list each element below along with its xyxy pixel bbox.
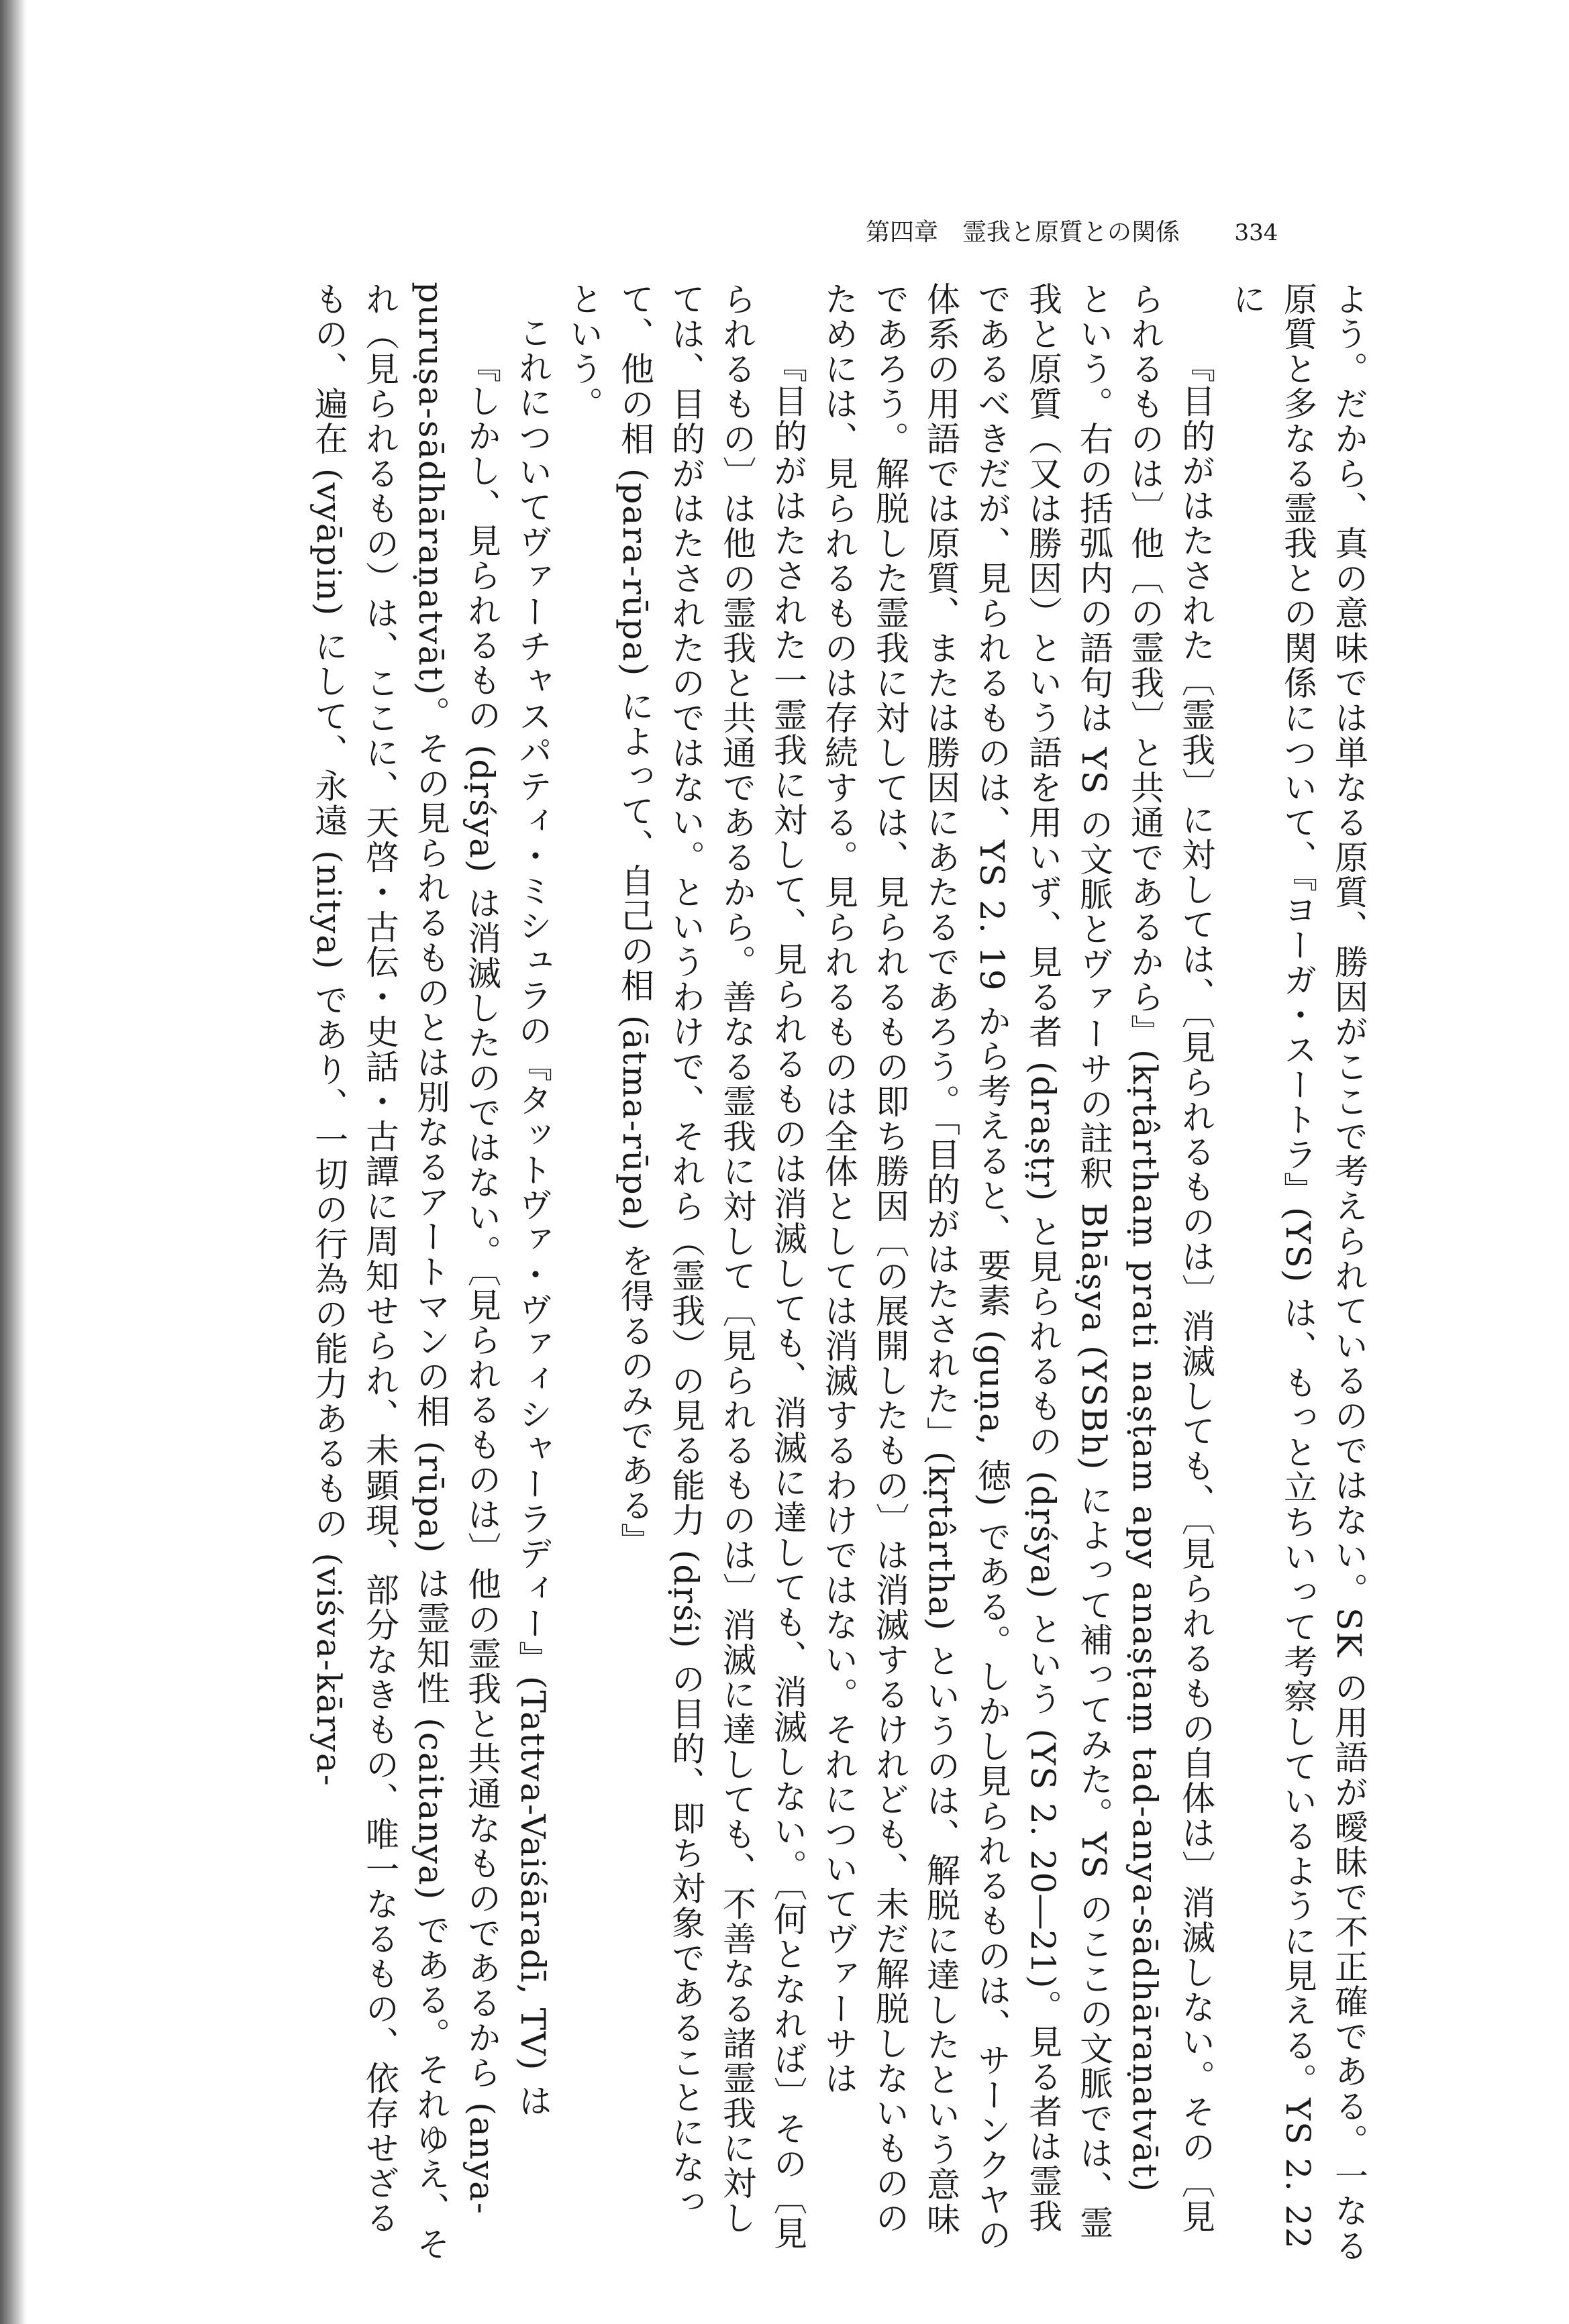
quote-vyasa: 『目的がはたされた一霊我に対して、見られるものは消滅しても、消滅に達しても、消滅しない。〔何となれば〕その〔見られるもの〕は他の霊我と共通であるから。善なる霊我に対して〔見られるものは〕消滅に達しても、不善なる諸霊我に対しては、目的がはたされたのではない。というわけで、それら（霊我）の見る能力 (dṛśi) の目的、即ち対象であることになって、他の相 (para-rūpa) によって、自己の相 (ātma-rūpa) を得るのみである』 <box>615 282 807 2251</box>
running-header <box>866 213 1278 248</box>
body-text <box>234 282 1374 2268</box>
paragraph-vacaspati: これについてヴァーチャスパティ・ミシュラの『タットヴァ・ヴァィシャーラディー』(Tattva-Vaiśāradī, TV) は <box>513 315 552 2119</box>
paragraph-toiu: という。 <box>564 282 603 421</box>
quote-tattva-vaisaradi: 『しかし、見られるもの (dṛśya) は消滅したのではない。〔見られるものは〕他の霊我と共通なものであるから (anya-puruṣa-sādhāraṇatvāt)。その見られるものとは別なるアートマンの相 (rūpa) は霊知性 (caitanya) である。それゆえ、それ（見られるもの）は、ここに、天啓・古伝・史話・古譚に周知せられ、未顕現、部分なきもの、唯一なるもの、依存せざるもの、遍在 (vyāpin) にして、永遠 (nitya) であり、一切の行為の能力あるもの (viśva-kārya- <box>309 282 501 2262</box>
quote-ys-2-22: 『目的がはたされた〔霊我〕に対しては、〔見られるものは〕消滅しても、〔見られるもの自体は〕消滅しない。その〔見られるものは〕他〔の霊我〕と共通であるから』(kṛtârthaṃ prati naṣṭam apy anaṣṭaṃ tad-anya-sādhāraṇatvāt) <box>1125 282 1215 2234</box>
paragraph-commentary: という。右の括弧内の語句は YS の文脈とヴァーサの註釈 Bhāṣya (YSBh) によって補ってみた。YS のここの文脈では、霊我と原質（又は勝因）という語を用いず、見る者 (draṣṭṛ) と見られるもの (dṛśya) という (YS 2. 20―21)。見る者は霊我であるべきだが、見られるものは、YS 2. 19 から考えると、要素 (guṇa, 徳) である。しかし見られるものは、サーンクヤの体系の用語では原質、または勝因にあたるであろう。「目的がはたされた」(kṛtârtha) というのは、解脱に達したという意味であろう。解脱した霊我に対しては、見られるもの即ち勝因〔の展開したもの〕は消滅するけれども、未だ解脱しないもののためには、見られるものは存続する。見られるものは全体としては消滅するわけではない。それについてヴァーサは <box>819 282 1113 2253</box>
paragraph-intro: よう。だから、真の意味では単なる原質、勝因がここで考えられているのではない。SK の用語が曖昧で不正確である。一なる原質と多なる霊我との関係について、『ヨーガ・スートラ』(YS) は、もっと立ちいって考察しているように見える。YS 2. 22 に <box>1227 282 1368 2264</box>
page-edge-shadow <box>0 0 27 2324</box>
page-number: 334 <box>1234 219 1278 246</box>
chapter-title: 第四章 霊我と原質との関係 <box>866 219 1180 246</box>
